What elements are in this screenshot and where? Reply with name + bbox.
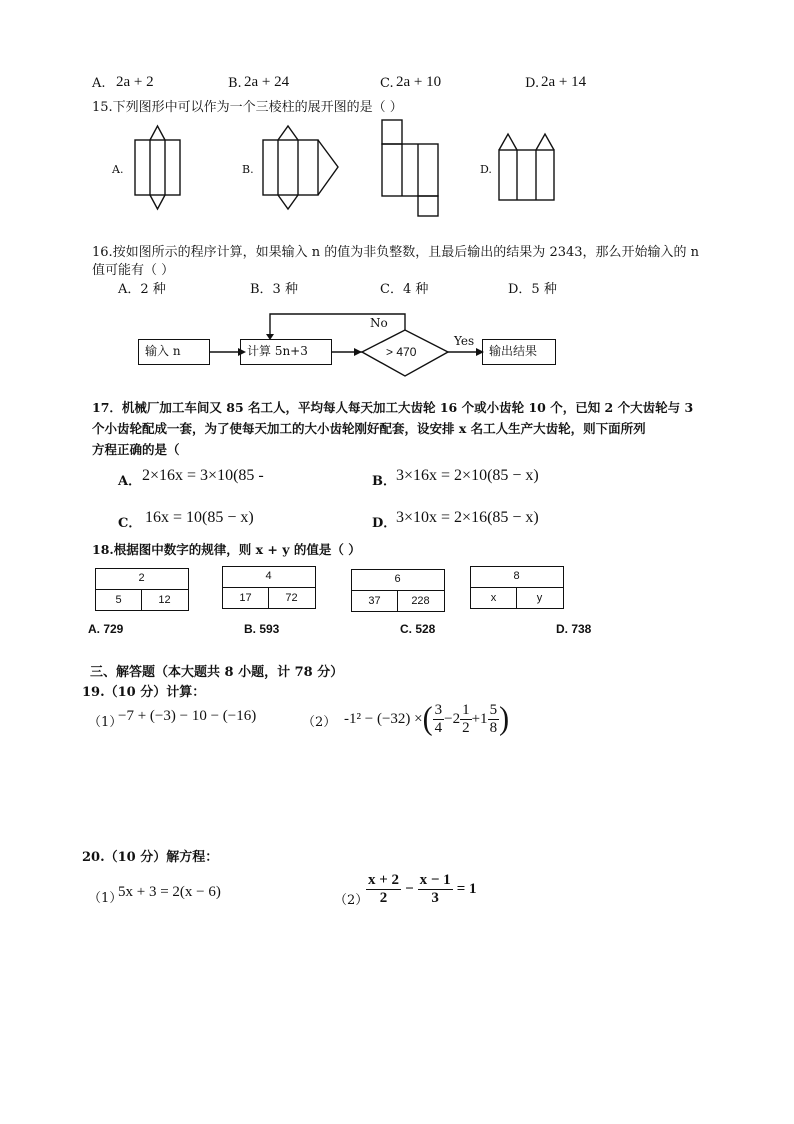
q18-table-4-right: y: [536, 592, 543, 604]
frac-numerator: 1: [462, 702, 470, 718]
q17-stem-line3: 方程正确的是（: [92, 442, 180, 457]
q18-option-d: D. 738: [556, 622, 592, 636]
q18-table-2-left: 17: [239, 592, 252, 604]
q14-option-c-expr: 2a + 10: [396, 74, 442, 90]
q14-option-a-label: A.: [92, 76, 106, 91]
frac-denominator: 2: [462, 719, 470, 736]
q14-option-b-expr: 2a + 24: [244, 74, 290, 90]
q18-table-4-left: x: [490, 592, 497, 604]
frac-numerator: x − 1: [419, 872, 451, 888]
equation-rhs: = 1: [456, 880, 477, 897]
q15-figure-a: [130, 120, 190, 215]
right-paren: ): [499, 700, 510, 737]
q18-table-3-top: 6: [394, 573, 401, 585]
q19-part2-label: （2）: [302, 715, 337, 730]
q18-table-1-right: 12: [158, 594, 171, 606]
flow-output-box: [482, 339, 556, 365]
q20-part1-expr: 5x + 3 = 2(x − 6): [118, 884, 221, 900]
q19-part1-label: （1）: [88, 715, 123, 730]
q14-option-d-label: D.: [525, 76, 540, 91]
q20-stem: 20.（10 分）解方程：: [82, 850, 219, 865]
flow-condition: > 470: [386, 345, 417, 359]
q18-table-3: [351, 569, 445, 612]
q16-option-d: D．5 种: [508, 282, 557, 297]
flow-yes-label: Yes: [454, 334, 475, 348]
section3-title: 三、解答题（本大题共 8 小题，计 78 分）: [90, 665, 344, 680]
frac-numerator: 3: [434, 702, 443, 718]
q18-table-2-top: 4: [265, 570, 272, 582]
q19-stem: 19.（10 分）计算：: [82, 685, 206, 700]
q20-part2-label: （2）: [334, 893, 369, 908]
q18-table-2-right: 72: [285, 592, 298, 604]
q15-label-b: B.: [242, 163, 254, 176]
q18-option-b: B. 593: [244, 622, 280, 636]
q19-frac-3-4: [433, 702, 445, 736]
q16-option-b: B．3 种: [250, 282, 298, 297]
q16-stem-line2: 值可能有（ ）: [92, 263, 175, 278]
q18-stem: 18.根据图中数字的规律，则 x + y 的值是（ ）: [92, 542, 361, 557]
flow-output-label: 输出结果: [489, 344, 538, 358]
q18-table-3-left: 37: [368, 595, 381, 607]
q17-option-a-label: A．: [118, 474, 142, 489]
q17-option-b-label: B．: [372, 474, 396, 489]
q19-frac-1-2: [460, 702, 472, 736]
q14-option-c-label: C.: [380, 76, 394, 91]
q17-option-d-expr: 3×10x = 2×16(85 − x): [396, 509, 539, 526]
q19-part1-expr: −7 + (−3) − 10 − (−16): [118, 708, 257, 724]
q18-table-2: [222, 566, 316, 609]
frac-numerator: x + 2: [368, 872, 400, 888]
q14-option-d-expr: 2a + 14: [541, 74, 587, 90]
flow-arrows: [200, 300, 490, 390]
mixed-whole: +1: [471, 710, 488, 727]
q17-option-c-expr: 16x = 10(85 − x): [145, 509, 254, 526]
q18-table-1-top: 2: [138, 572, 145, 584]
flow-compute-label: 计算 5n+3: [247, 344, 308, 358]
q19-part2-expr: [344, 700, 509, 738]
q16-stem-line1: 16.按如图所示的程序计算，如果输入 n 的值为非负整数，且最后输出的结果为 2343，那么开始输入的 n: [92, 245, 700, 260]
frac-denominator: 2: [379, 889, 388, 906]
q15-label-d: D.: [480, 163, 492, 176]
q18-table-4: [470, 566, 564, 609]
left-paren: (: [422, 700, 433, 737]
frac-numerator: 5: [489, 702, 498, 718]
q18-table-3-right: 228: [411, 595, 430, 607]
q15-figure-b: [258, 120, 348, 215]
q18-option-c: C. 528: [400, 622, 436, 636]
frac-denominator: 8: [489, 719, 498, 736]
q18-table-1-left: 5: [115, 594, 122, 606]
q20-part2-expr: [366, 872, 477, 906]
q16-option-a: A．2 种: [118, 282, 166, 297]
q16-option-c: C．4 种: [380, 282, 429, 297]
q18-table-1: [95, 568, 189, 611]
q15-stem: 15.下列图形中可以作为一个三棱柱的展开图的是（ ）: [92, 100, 403, 115]
flow-input-label: 输入 n: [145, 344, 181, 358]
q19-frac-5-8: [488, 702, 500, 736]
q15-label-a: A.: [112, 163, 124, 176]
minus-sign: −: [405, 880, 414, 897]
q14-option-b-label: B.: [228, 76, 242, 91]
q17-option-d-label: D．: [372, 516, 397, 531]
q19-part2-expr-start: -1² − (−32) ×: [344, 710, 423, 727]
q18-option-a: A. 729: [88, 622, 124, 636]
flow-no-label: No: [370, 316, 388, 330]
q17-option-c-label: C．: [118, 516, 142, 531]
q14-option-a-expr: 2a + 2: [116, 74, 154, 90]
q17-stem-line1: 17．机械厂加工车间又 85 名工人，平均每人每天加工大齿轮 16 个或小齿轮 10 个，已知 2 个大齿轮与 3: [92, 400, 694, 415]
q20-part1-label: （1）: [88, 891, 123, 906]
q20-frac-x-plus-2: [366, 872, 401, 906]
q17-option-b-expr: 3×16x = 2×10(85 − x): [396, 467, 539, 484]
mixed-whole: −2: [444, 710, 461, 727]
q17-stem-line2: 个小齿轮配成一套，为了使每天加工的大小齿轮刚好配套，设安排 x 名工人生产大齿轮，则下面所列: [92, 421, 646, 436]
q15-figure-c: [378, 120, 448, 220]
q17-option-a-expr: 2×16x = 3×10(85 -: [142, 467, 264, 484]
frac-denominator: 4: [434, 719, 443, 736]
q15-figure-d: [494, 120, 564, 215]
frac-denominator: 3: [431, 889, 439, 906]
q18-table-4-top: 8: [513, 570, 520, 582]
q20-frac-x-minus-1: [418, 872, 453, 906]
